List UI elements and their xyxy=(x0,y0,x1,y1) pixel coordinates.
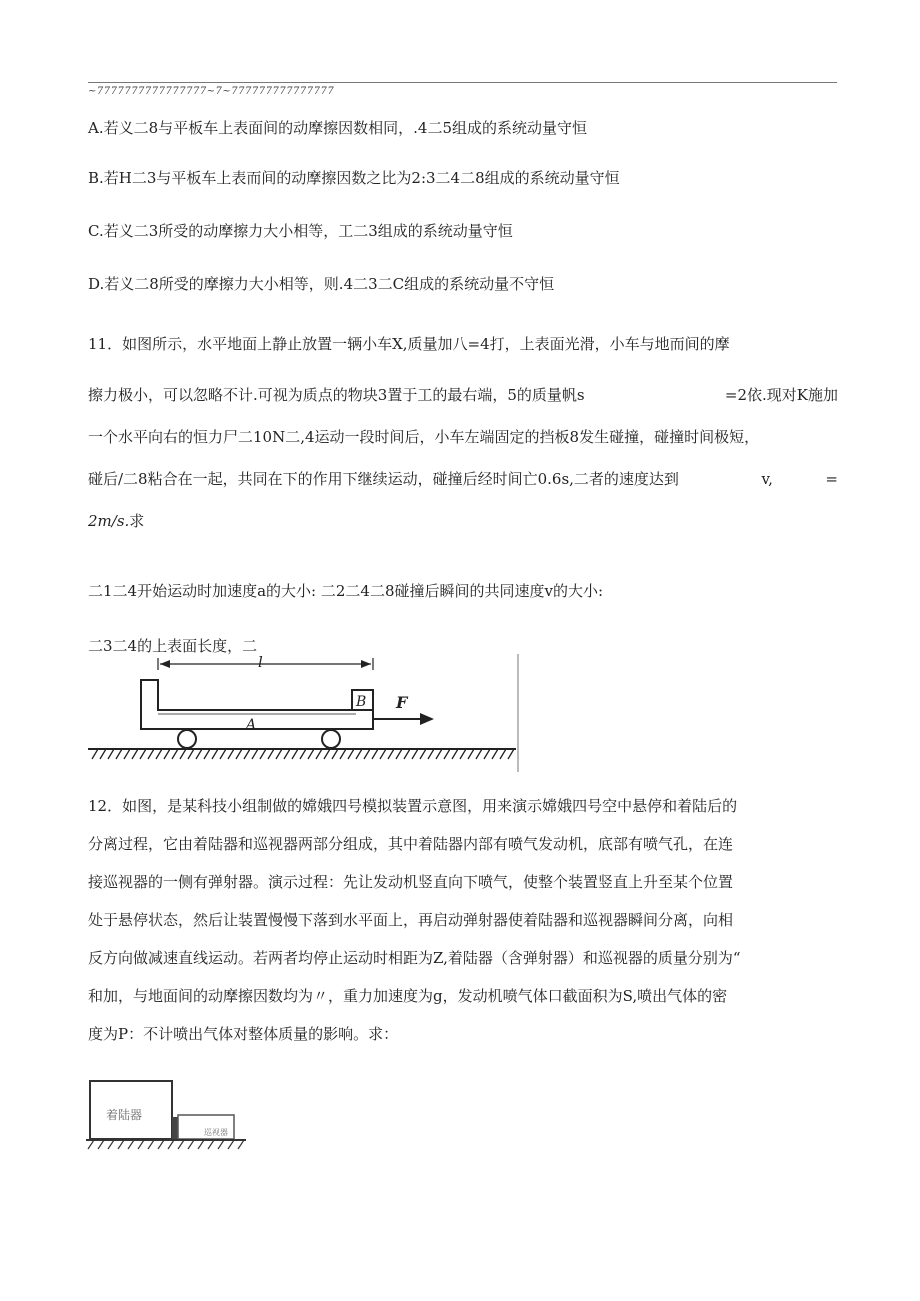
q12-line-7: 度为P：不计喷出气体对整体质量的影响。求： xyxy=(88,1025,399,1043)
q12-line-6: 和加，与地面间的动摩擦因数均为〃，重力加速度为g，发动机喷气体口截面积为S,喷出气体的密 xyxy=(88,987,728,1005)
label-l: l xyxy=(258,653,263,671)
q10-option-b: B.若H二3与平板车上表而间的动摩擦因数之比为2:3二4二8组成的系统动量守恒 xyxy=(88,169,620,187)
q10-option-c: C.若义二3所受的动摩擦力大小相等，工二3组成的系统动量守恒 xyxy=(88,222,513,240)
q11-line-4 xyxy=(88,469,838,489)
q12-line-3: 接巡视器的一侧有弹射器。演示过程：先让发动机竖直向下喷气，使整个装置竖直上升至某个位置 xyxy=(88,873,734,891)
label-b: B xyxy=(356,694,367,710)
q10-option-d: D.若义二8所受的摩擦力大小相等，则.4二3二C组成的系统动量不守恒 xyxy=(88,275,555,293)
q11-line-5-italic: 2m/s. xyxy=(88,512,130,530)
q12-line-2: 分离过程，它由着陆器和巡视器两部分组成，其中着陆器内部有喷气发动机，底部有喷气孔，在连 xyxy=(88,835,734,853)
q11-line-4-eq: = xyxy=(825,470,838,488)
label-a: A xyxy=(246,717,257,733)
q12-lander-figure xyxy=(84,1075,254,1155)
q11-line-4-v: v, xyxy=(761,470,773,488)
q11-line-5 xyxy=(88,511,144,531)
q12-line-5: 反方向做减速直线运动。若两者均停止运动时相距为Z,着陆器（含弹射器）和巡视器的质量分别为“ xyxy=(88,949,741,967)
header-garbled-text: ~7777777777777777~7~777777777777777 xyxy=(88,86,335,97)
q12-line-4: 处于悬停状态，然后让装置慢慢下落到水平面上，再启动弹射器使着陆器和巡视器瞬间分离，向相 xyxy=(88,911,734,929)
q11-cart-figure xyxy=(86,650,526,775)
ground-hatch xyxy=(88,1140,244,1149)
q11-sub-1-2: 二1二4开始运动时加速度a的大小: 二2二4二8碰撞后瞬间的共同速度v的大小: xyxy=(88,582,604,600)
force-arrowhead xyxy=(420,713,434,725)
q11-line-1: 11．如图所示，水平地面上静止放置一辆小车X,质量加八=4打，上表面光滑，小车与地而间的摩 xyxy=(88,335,730,353)
ground-hatch xyxy=(92,749,514,759)
q11-line-2-left: 擦力极小，可以忽略不计.可视为质点的物块3置于工的最右端，5的质量帆s xyxy=(88,386,585,404)
cart-a xyxy=(141,680,373,729)
length-dimension xyxy=(158,658,373,670)
q11-line-2 xyxy=(88,385,838,405)
wheel-left xyxy=(178,730,196,748)
q11-line-3: 一个水平向右的恒力尸二10N二,4运动一段时间后，小车左端固定的挡板8发生碰撞，碰撞时间极短， xyxy=(88,428,760,446)
q10-option-a: A.若义二8与平板车上表面间的动摩擦因数相同，.4二5组成的系统动量守恒 xyxy=(88,119,588,137)
q11-line-5-rest: 求 xyxy=(129,512,145,530)
label-f: F xyxy=(396,693,408,712)
header-rule xyxy=(88,82,837,83)
rover-label: 巡视器 xyxy=(204,1128,228,1137)
q11-line-4-left: 碰后/二8粘合在一起，共同在下的作用下继续运动，碰撞后经时间亡0.6s,二者的速度达到 xyxy=(88,470,679,488)
q12-line-1: 12．如图，是某科技小组制做的嫦娥四号模拟装置示意图，用来演示嫦娥四号空中悬停和着陆后的 xyxy=(88,797,738,815)
wheel-right xyxy=(322,730,340,748)
q11-sub-3: 二3二4的上表面长度，二 xyxy=(88,637,258,655)
ejector xyxy=(172,1117,178,1139)
lander-label: 着陆器 xyxy=(106,1108,143,1122)
q11-line-2-right: =2依.现对K施加 xyxy=(724,386,838,404)
